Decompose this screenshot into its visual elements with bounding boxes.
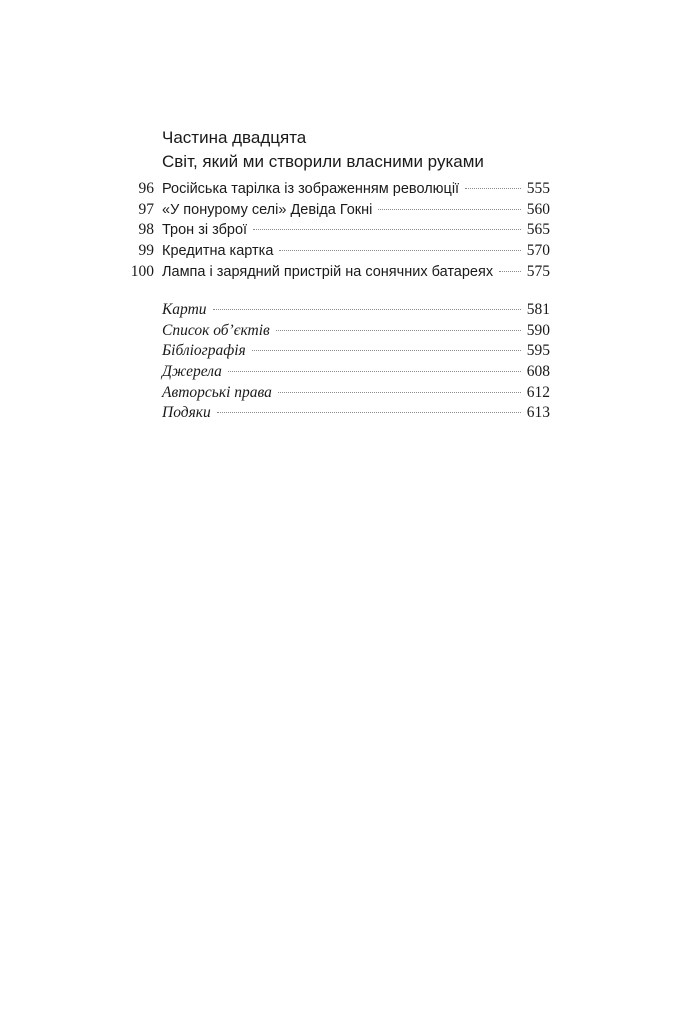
dot-leader [276, 330, 521, 331]
back-matter-title: Джерела [162, 363, 222, 381]
dot-leader [217, 412, 521, 413]
back-matter-title: Авторські права [162, 383, 272, 401]
chapter-number: 100 [130, 262, 154, 280]
dot-leader [465, 188, 521, 189]
back-matter-title: Карти [162, 301, 207, 318]
dot-leader [279, 250, 520, 251]
chapter-title: Трон зі зброї [162, 222, 248, 239]
toc-entry[interactable] [120, 300, 550, 321]
page-number: 581 [526, 301, 550, 318]
dot-leader [213, 309, 521, 310]
part-heading [162, 126, 562, 174]
toc-entry[interactable] [120, 341, 550, 362]
back-matter-title: Бібліографія [162, 342, 246, 360]
page-number: 560 [526, 200, 550, 218]
part-label: Частина двадцята [162, 128, 307, 147]
chapter-number: 97 [138, 200, 154, 218]
toc-entry[interactable] [120, 321, 550, 342]
dot-leader [228, 371, 521, 372]
toc-entry[interactable] [120, 262, 550, 283]
toc-entry[interactable] [120, 241, 550, 262]
page-number: 612 [526, 383, 550, 401]
back-matter-list [120, 300, 550, 424]
dot-leader [253, 229, 521, 230]
page-number: 565 [526, 221, 550, 239]
chapter-title: Лампа і зарядний пристрій на сонячних батареях [162, 263, 494, 280]
chapter-list [120, 179, 550, 282]
chapter-number: 98 [138, 221, 154, 239]
page-number: 575 [526, 262, 550, 280]
page-number: 613 [526, 404, 550, 422]
back-matter-title: Подяки [162, 404, 211, 422]
back-matter-title: Список об’єктів [162, 321, 270, 339]
page-number: 595 [526, 342, 550, 360]
toc-entry[interactable] [120, 383, 550, 404]
toc-entry[interactable] [120, 200, 550, 221]
toc-entry[interactable] [120, 403, 550, 424]
dot-leader [499, 271, 521, 272]
chapter-title: Російська тарілка із зображенням революції [162, 181, 460, 197]
page-number: 590 [526, 321, 550, 339]
chapter-title: «У понурому селі» Девіда Гокні [162, 201, 373, 218]
page-number: 608 [526, 363, 550, 381]
toc-entry[interactable] [120, 179, 550, 200]
dot-leader [252, 350, 521, 351]
page-number: 555 [526, 180, 550, 197]
dot-leader [378, 209, 520, 210]
dot-leader [278, 392, 521, 393]
chapter-number: 99 [138, 242, 154, 260]
toc-entry[interactable] [120, 362, 550, 383]
part-title: Світ, який ми створили власними руками [162, 152, 484, 171]
toc-entry[interactable] [120, 220, 550, 241]
page-number: 570 [526, 242, 550, 260]
chapter-number: 96 [138, 180, 154, 197]
chapter-title: Кредитна картка [162, 243, 274, 260]
